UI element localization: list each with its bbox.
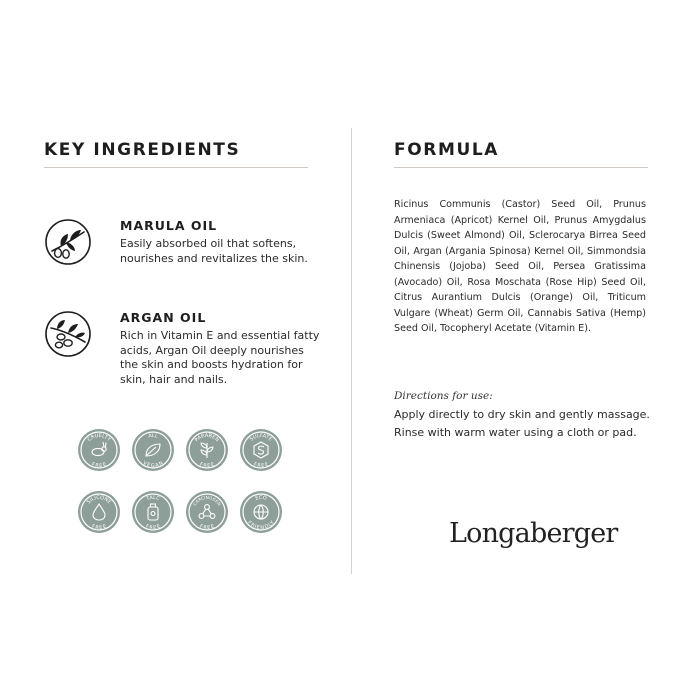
badge-top-label: TALC [145, 494, 161, 503]
column-divider [351, 128, 352, 574]
sulfate-free-badge [239, 428, 283, 472]
talc-free-badge [131, 490, 175, 534]
badge-top-label: SULFATE [248, 432, 274, 443]
badge-bottom-label: FREE [252, 461, 270, 470]
badge-top-label: ALL [147, 432, 159, 440]
badge-top-label: PARABEN [193, 432, 220, 444]
badge-bottom-label: VEGAN [141, 460, 165, 470]
formula-ingredients-list: Ricinus Communis (Castor) Seed Oil, Prunus Armeniaca (Apricot) Kernel Oil, Prunus Amygdalus Dulcis (Sweet Almond) Oil, Sclerocarya Birrea Seed Oil, Argan (Argania Spinosa) Kernel Oil, Simmondsia Chinensis (Jojoba) Seed Oil, Persea Gratissima (Avocado) Oil, Rosa Moschata (Rose Hip) Seed Oil, Citrus Aurantium Dulcis (Orange) Oil, Triticum Vulgare (Wheat) Germ Oil, Cannabis Sativa (Hemp) Seed Oil, Tocopheryl Acetate (Vitamin E). [394, 199, 646, 334]
badge-bottom-label: FREE [198, 523, 216, 532]
paraben-free-badge [185, 428, 229, 472]
all-vegan-badge [131, 428, 175, 472]
badge-top-label: CRUELTY [86, 432, 112, 443]
svg-text:ECO [255, 495, 268, 502]
silicone-free-badge [77, 490, 121, 534]
certification-badges [77, 428, 287, 538]
badge-top-label: ECO [254, 494, 268, 502]
badge-top-label: SILICONE [85, 494, 113, 506]
brand-logo: Longaberger [449, 518, 618, 549]
badge-bottom-label: FREE [198, 461, 216, 470]
ingredient-description: Easily absorbed oil that softens, nourishes and revitalizes the skin. [120, 237, 308, 265]
argan-branch-icon [44, 310, 92, 358]
eco-friendly-badge [239, 490, 283, 534]
badge-top-label: CARCINOGEN [192, 494, 222, 507]
ingredient-title: MARULA OIL [120, 218, 218, 233]
svg-text:ALL [148, 433, 159, 440]
marula-branch-icon [44, 218, 92, 266]
key-ingredients-heading: KEY INGREDIENTS [44, 140, 241, 160]
formula-rule [394, 167, 648, 168]
ingredient-title: ARGAN OIL [120, 310, 207, 325]
formula-heading: FORMULA [394, 140, 500, 160]
carcinogen-free-badge [185, 490, 229, 534]
cruelty-free-badge [77, 428, 121, 472]
key-ingredients-rule [44, 167, 308, 168]
directions-label: Directions for use: [394, 390, 493, 402]
badge-bottom-label: FRIENDLY [246, 519, 276, 532]
badge-bottom-label: FREE [90, 523, 108, 532]
directions-text: Apply directly to dry skin and gently massage. Rinse with warm water using a cloth or pad. [394, 408, 650, 439]
badge-bottom-label: FREE [144, 523, 162, 532]
ingredient-description: Rich in Vitamin E and essential fatty acids, Argan Oil deeply nourishes the skin and boosts hydration for skin, hair and nails. [120, 329, 320, 386]
badge-bottom-label: FREE [90, 461, 108, 470]
